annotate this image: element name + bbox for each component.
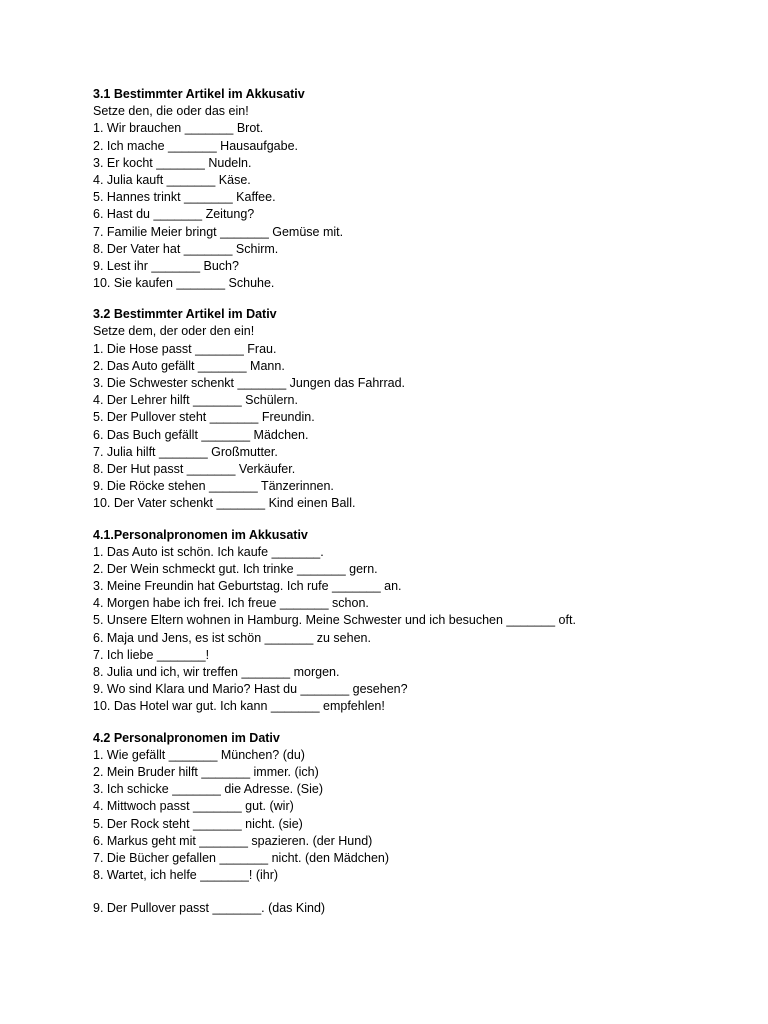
exercise-line: 2. Das Auto gefällt _______ Mann. <box>93 358 285 373</box>
section-spacer <box>93 716 733 730</box>
exercise-line: 1. Wir brauchen _______ Brot. <box>93 121 264 136</box>
section-akkusativ-artikel <box>93 86 733 292</box>
exercise-line: 10. Sie kaufen _______ Schuhe. <box>93 276 275 291</box>
exercise-line: 8. Der Hut passt _______ Verkäufer. <box>93 461 296 476</box>
exercise-line: 10. Der Vater schenkt _______ Kind einen Ball. <box>93 496 356 511</box>
section-akkusativ-pronomen <box>93 527 733 716</box>
exercise-line: 1. Das Auto ist schön. Ich kaufe _______. <box>93 544 324 559</box>
section-title: 3.1 Bestimmter Artikel im Akkusativ <box>93 87 305 101</box>
exercise-line: 7. Familie Meier bringt _______ Gemüse mit. <box>93 224 344 239</box>
exercise-line: 4. Julia kauft _______ Käse. <box>93 172 251 187</box>
worksheet-page <box>93 86 733 917</box>
exercise-line: 4. Mittwoch passt _______ gut. (wir) <box>93 799 294 814</box>
exercise-line: 3. Ich schicke _______ die Adresse. (Sie) <box>93 782 323 797</box>
section-title: 3.2 Bestimmter Artikel im Dativ <box>93 307 277 322</box>
exercise-line: 3. Die Schwester schenkt _______ Jungen das Fahrrad. <box>93 376 405 390</box>
exercise-line: 8. Wartet, ich helfe _______! (ihr) <box>93 868 279 883</box>
section-title: 4.1.Personalpronomen im Akkusativ <box>93 527 308 542</box>
exercise-line: 2. Mein Bruder hilft _______ immer. (ich) <box>93 764 319 779</box>
exercise-line: 8. Julia und ich, wir treffen _______ morgen. <box>93 665 340 679</box>
exercise-line: 4. Der Lehrer hilft _______ Schülern. <box>93 393 298 408</box>
exercise-line: 4. Morgen habe ich frei. Ich freue _______ schon. <box>93 596 369 611</box>
exercise-line: 3. Meine Freundin hat Geburtstag. Ich rufe _______ an. <box>93 579 402 594</box>
exercise-line: 5. Hannes trinkt _______ Kaffee. <box>93 190 276 205</box>
section-dativ-pronomen <box>93 730 733 918</box>
exercise-line: 2. Der Wein schmeckt gut. Ich trinke _______ gern. <box>93 561 378 576</box>
section-instruction: Setze dem, der oder den ein! <box>93 324 255 339</box>
exercise-line: 6. Hast du _______ Zeitung? <box>93 207 255 222</box>
line-spacer <box>93 884 733 900</box>
exercise-line: 1. Wie gefällt _______ München? (du) <box>93 747 305 762</box>
exercise-line: 1. Die Hose passt _______ Frau. <box>93 341 277 356</box>
exercise-line: 5. Der Rock steht _______ nicht. (sie) <box>93 816 303 831</box>
exercise-line: 5. Unsere Eltern wohnen in Hamburg. Meine Schwester und ich besuchen _______ oft. <box>93 613 576 628</box>
exercise-line: 10. Das Hotel war gut. Ich kann _______ empfehlen! <box>93 699 385 714</box>
section-instruction: Setze den, die oder das ein! <box>93 104 249 119</box>
exercise-line: 6. Das Buch gefällt _______ Mädchen. <box>93 427 309 442</box>
section-title: 4.2 Personalpronomen im Dativ <box>93 730 280 745</box>
exercise-line: 7. Julia hilft _______ Großmutter. <box>93 444 278 459</box>
exercise-line: 9. Wo sind Klara und Mario? Hast du _______ gesehen? <box>93 682 408 697</box>
section-spacer <box>93 513 733 527</box>
exercise-line: 6. Maja und Jens, es ist schön _______ zu sehen. <box>93 630 371 645</box>
exercise-line: 3. Er kocht _______ Nudeln. <box>93 155 252 170</box>
exercise-line: 7. Die Bücher gefallen _______ nicht. (den Mädchen) <box>93 850 390 865</box>
section-dativ-artikel <box>93 306 733 512</box>
exercise-line: 8. Der Vater hat _______ Schirm. <box>93 241 279 256</box>
section-spacer <box>93 292 733 306</box>
exercise-line: 7. Ich liebe _______! <box>93 647 210 662</box>
exercise-line: 9. Der Pullover passt _______. (das Kind) <box>93 901 326 916</box>
exercise-line: 6. Markus geht mit _______ spazieren. (der Hund) <box>93 833 373 848</box>
exercise-line: 5. Der Pullover steht _______ Freundin. <box>93 410 315 425</box>
exercise-line: 2. Ich mache _______ Hausaufgabe. <box>93 138 299 153</box>
exercise-line: 9. Lest ihr _______ Buch? <box>93 258 239 273</box>
exercise-line: 9. Die Röcke stehen _______ Tänzerinnen. <box>93 479 334 494</box>
